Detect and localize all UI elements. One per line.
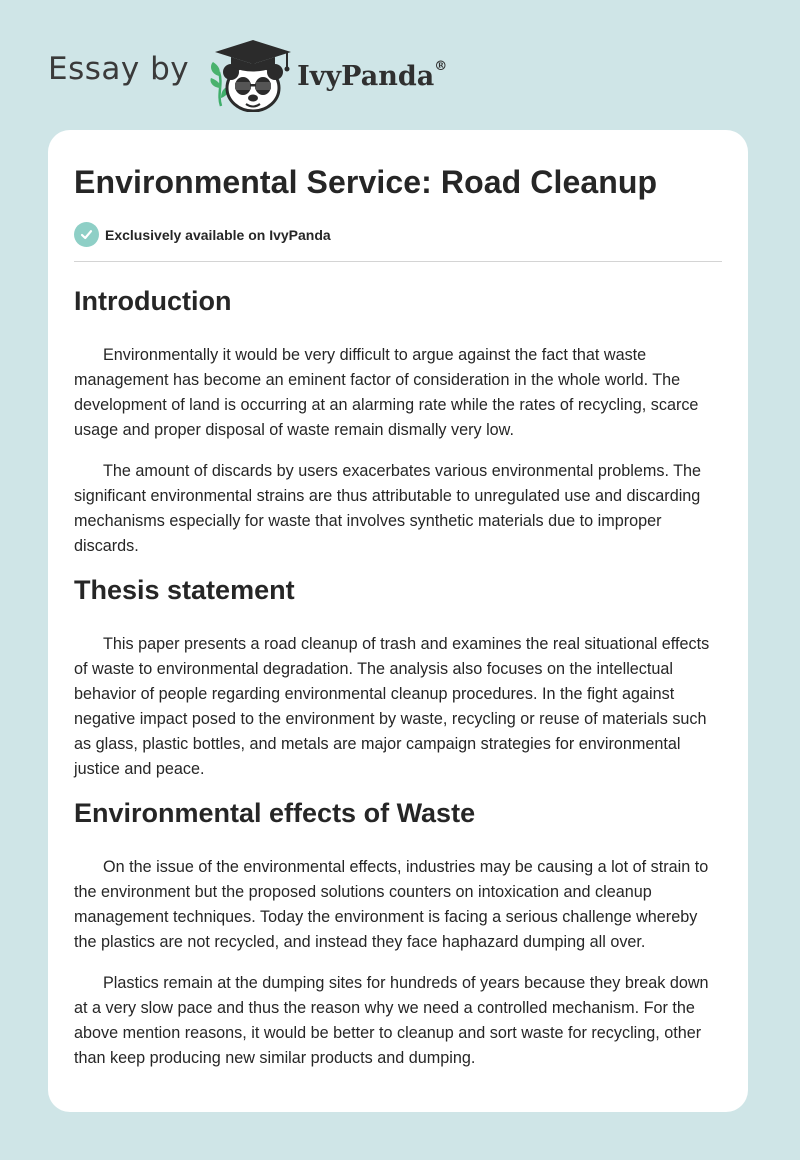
title-divider — [74, 261, 722, 262]
section-heading-introduction: Introduction — [74, 286, 232, 316]
section-heading-thesis: Thesis statement — [74, 575, 295, 605]
registered-mark: ® — [434, 58, 448, 74]
brand-header[interactable] — [48, 36, 447, 112]
checkmark-icon — [74, 222, 99, 247]
brand-name: IvyPanda® — [297, 58, 448, 92]
badge-label: Exclusively available on IvyPanda — [105, 226, 331, 243]
panda-logo-icon — [203, 36, 295, 112]
paragraph: Plastics remain at the dumping sites for hundreds of years because they break down at a very slow pace and thus the reason why we need a controlled mechanism. For the above mention reasons, it would be better to cleanup and sort waste for recycling, other than keep producing new similar products and dumping. — [74, 974, 709, 1067]
section-heading-effects: Environmental effects of Waste — [74, 798, 476, 828]
essay-body — [74, 278, 724, 1071]
page-title: Environmental Service: Road Cleanup — [74, 164, 658, 200]
brand-prefix: Essay by — [48, 51, 190, 87]
paragraph: Environmentally it would be very difficult to argue against the fact that waste management has become an eminent factor of consideration in the whole world. The development of land is occurring at an alarming rate while the rates of recycling, scarce usage and proper disposal of waste remain dismally very low. — [74, 346, 699, 439]
paragraph: On the issue of the environmental effects, industries may be causing a lot of strain to the environment but the proposed solutions counters on intoxication and cleanup management techniques. Today the environment is facing a serious challenge whereby the plastics are not recycled, and instead they face haphazard dumping all over. — [74, 858, 709, 951]
paragraph: The amount of discards by users exacerbates various environmental problems. The significant environmental strains are thus attributable to unregulated use and discarding mechanisms especially for waste that involves synthetic materials due to improper discards. — [74, 462, 702, 555]
essay-card — [48, 130, 748, 1112]
paragraph: This paper presents a road cleanup of trash and examines the real situational effects of waste to environmental degradation. The analysis also focuses on the intellectual behavior of people regarding environmental cleanup procedures. In the fight against negative impact posed to the environment by waste, recycling or reuse of materials such as glass, plastic bottles, and metals are major campaign strategies for environmental justice and peace. — [74, 635, 710, 778]
exclusive-badge — [74, 222, 331, 247]
